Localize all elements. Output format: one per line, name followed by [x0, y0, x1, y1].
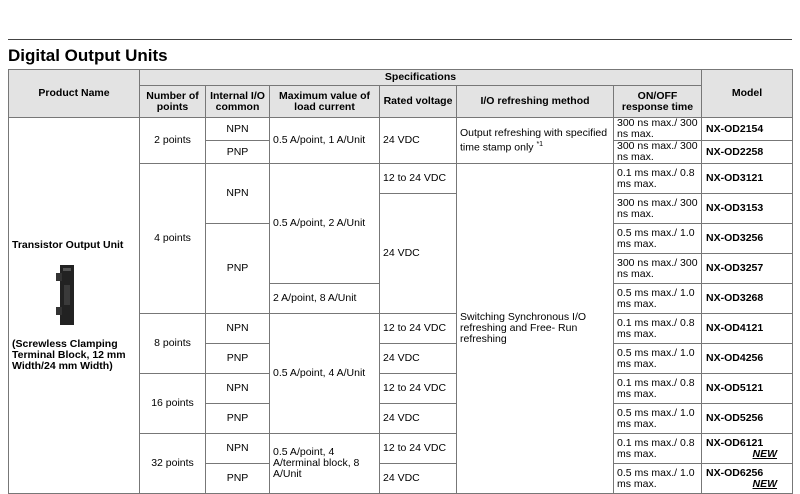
response-cell: 300 ns max./ 300 ns max. [614, 254, 702, 284]
header-rated-voltage: Rated voltage [380, 86, 457, 118]
model-cell: NX-OD3256 [702, 224, 793, 254]
refresh-sync: Switching Synchronous I/O refreshing and Free- Run refreshing [457, 164, 614, 494]
product-image [56, 263, 78, 327]
header-product-name: Product Name [9, 70, 140, 118]
model-cell-new [702, 434, 793, 464]
product-cell [9, 118, 140, 494]
response-cell: 300 ns max./ 300 ns max. [614, 118, 702, 141]
new-badge: NEW [752, 477, 778, 490]
current-4a: 0.5 A/point, 2 A/Unit [270, 164, 380, 284]
voltage-4: 24 VDC [380, 194, 457, 314]
response-cell: 0.1 ms max./ 0.8 ms max. [614, 314, 702, 344]
common-cell: PNP [206, 224, 270, 314]
header-max-load-current: Maximum value of load current [270, 86, 380, 118]
common-cell: NPN [206, 374, 270, 404]
header-number-of-points: Number of points [140, 86, 206, 118]
model-cell: NX-OD4256 [702, 344, 793, 374]
header-model: Model [702, 70, 793, 118]
points-32: 32 points [140, 434, 206, 494]
current-4b: 2 A/point, 8 A/Unit [270, 284, 380, 314]
voltage-cell: 24 VDC [380, 464, 457, 494]
points-2: 2 points [140, 118, 206, 164]
common-cell: NPN [206, 314, 270, 344]
new-badge: NEW [752, 447, 778, 460]
response-cell: 0.5 ms max./ 1.0 ms max. [614, 464, 702, 494]
response-cell: 0.1 ms max./ 0.8 ms max. [614, 374, 702, 404]
common-cell: NPN [206, 434, 270, 464]
table-row [9, 118, 793, 141]
response-cell: 0.5 ms max./ 1.0 ms max. [614, 224, 702, 254]
model-cell: NX-OD3268 [702, 284, 793, 314]
common-cell: PNP [206, 404, 270, 434]
current-shared: 0.5 A/point, 4 A/Unit [270, 314, 380, 434]
model-cell: NX-OD2258 [702, 141, 793, 164]
response-cell: 300 ns max./ 300 ns max. [614, 141, 702, 164]
response-cell: 300 ns max./ 300 ns max. [614, 194, 702, 224]
footnote-ref: *1 [536, 140, 544, 148]
refresh-2 [457, 118, 614, 164]
current-2: 0.5 A/point, 1 A/Unit [270, 118, 380, 164]
model-text: NX-OD6256 [706, 466, 764, 479]
voltage-2: 24 VDC [380, 118, 457, 164]
model-cell: NX-OD5256 [702, 404, 793, 434]
model-cell: NX-OD3121 [702, 164, 793, 194]
voltage-cell: 24 VDC [380, 344, 457, 374]
response-cell: 0.1 ms max./ 0.8 ms max. [614, 164, 702, 194]
common-cell: PNP [206, 141, 270, 164]
model-cell: NX-OD5121 [702, 374, 793, 404]
current-32: 0.5 A/point, 4 A/terminal block, 8 A/Unit [270, 434, 380, 494]
section-title: Digital Output Units [8, 46, 168, 65]
model-cell-new [702, 464, 793, 494]
product-subtitle: (Screwless Clamping Terminal Block, 12 mm Width/24 mm Width) [12, 337, 126, 372]
spec-table [8, 69, 793, 494]
response-cell: 0.5 ms max./ 1.0 ms max. [614, 344, 702, 374]
points-4: 4 points [140, 164, 206, 314]
model-text: NX-OD6121 [706, 436, 764, 449]
voltage-cell: 12 to 24 VDC [380, 374, 457, 404]
model-cell: NX-OD4121 [702, 314, 793, 344]
refresh-2-text: Output refreshing with specified time stamp only [460, 126, 608, 154]
response-cell: 0.5 ms max./ 1.0 ms max. [614, 284, 702, 314]
header-onoff-response: ON/OFF response time [614, 86, 702, 118]
points-16: 16 points [140, 374, 206, 434]
voltage-cell: 12 to 24 VDC [380, 434, 457, 464]
model-cell: NX-OD3257 [702, 254, 793, 284]
header-internal-io-common: Internal I/O common [206, 86, 270, 118]
header-specifications: Specifications [140, 70, 702, 86]
points-8: 8 points [140, 314, 206, 374]
model-cell: NX-OD3153 [702, 194, 793, 224]
common-cell: PNP [206, 464, 270, 494]
voltage-cell: 24 VDC [380, 404, 457, 434]
voltage-cell: 12 to 24 VDC [380, 164, 457, 194]
response-cell: 0.5 ms max./ 1.0 ms max. [614, 404, 702, 434]
voltage-cell: 12 to 24 VDC [380, 314, 457, 344]
common-cell: NPN [206, 164, 270, 224]
response-cell: 0.1 ms max./ 0.8 ms max. [614, 434, 702, 464]
section-divider [8, 39, 792, 40]
common-cell: PNP [206, 344, 270, 374]
model-cell: NX-OD2154 [702, 118, 793, 141]
common-cell: NPN [206, 118, 270, 141]
product-name: Transistor Output Unit [12, 238, 124, 251]
header-io-refresh-method: I/O refreshing method [457, 86, 614, 118]
